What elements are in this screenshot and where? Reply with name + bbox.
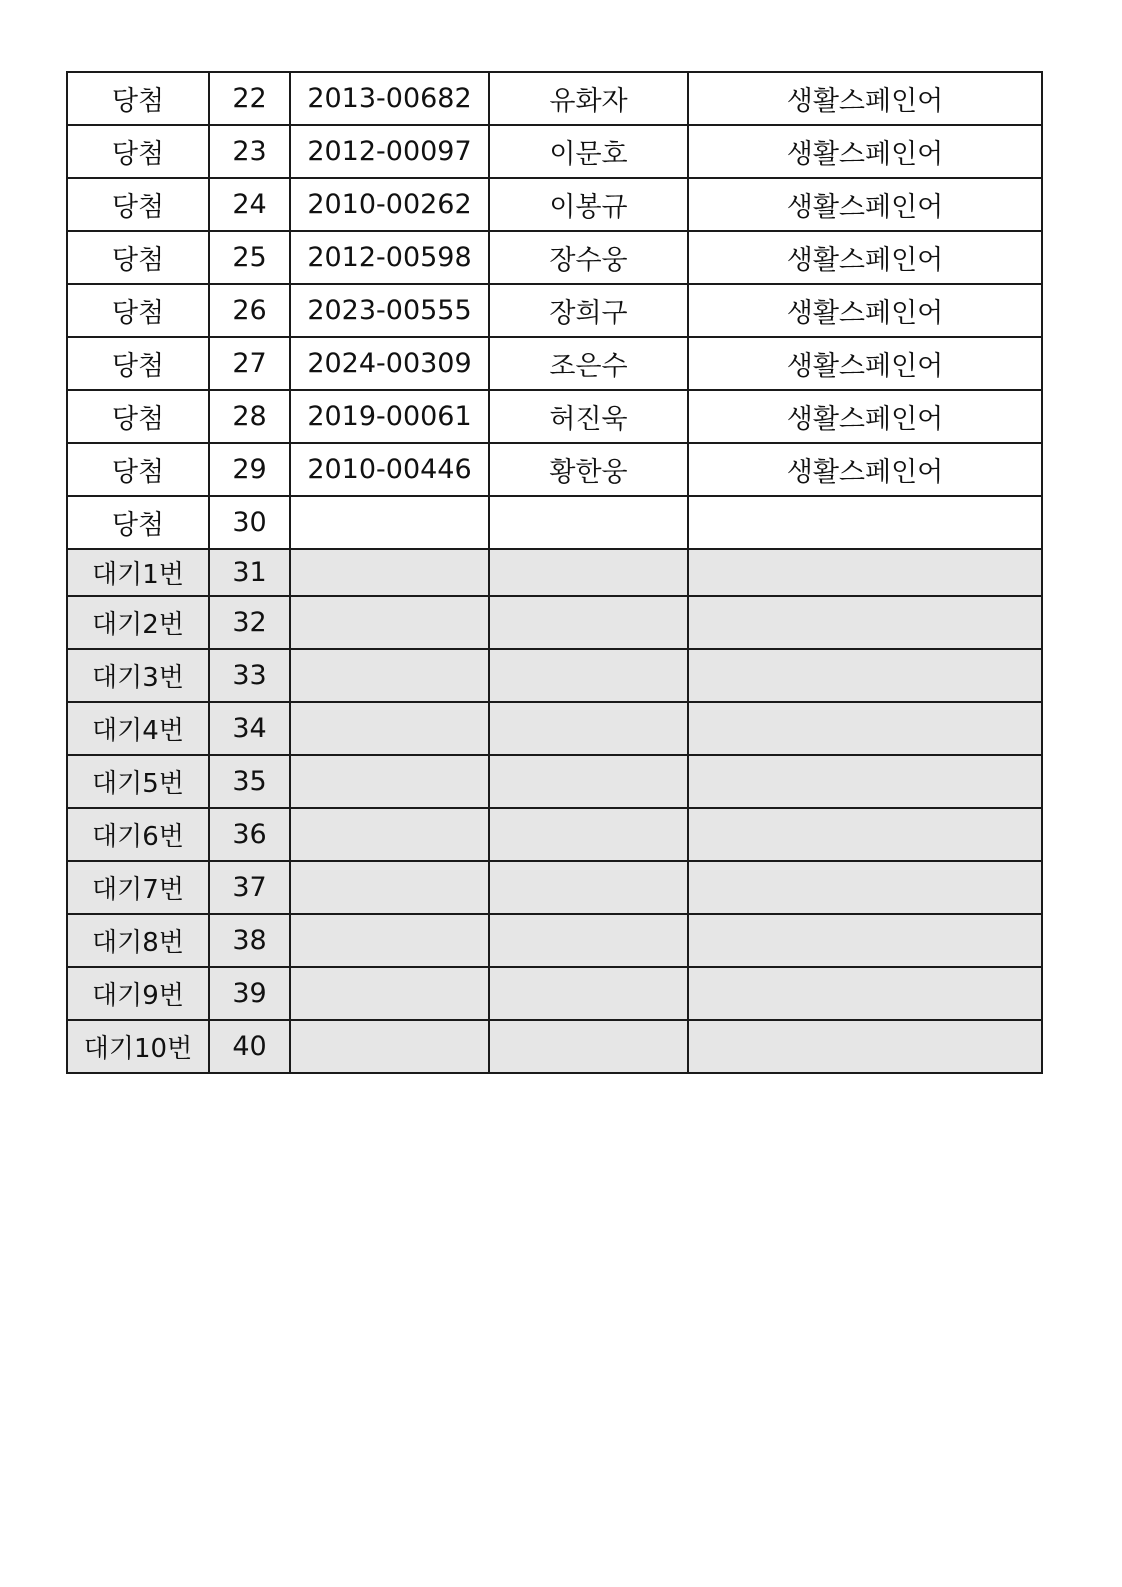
program-cell: 생활스페인어 [688, 284, 1042, 337]
table-row [67, 178, 1042, 231]
name-cell [489, 808, 688, 861]
registration-cell [290, 702, 489, 755]
status-cell: 당첨 [67, 390, 209, 443]
number-cell: 37 [209, 861, 290, 914]
program-cell: 생활스페인어 [688, 72, 1042, 125]
number-cell: 28 [209, 390, 290, 443]
waitlist-row [67, 702, 1042, 755]
program-cell [688, 496, 1042, 549]
table-row [67, 231, 1042, 284]
registration-cell: 2024-00309 [290, 337, 489, 390]
registration-cell [290, 861, 489, 914]
status-cell: 대기2번 [67, 596, 209, 649]
table-row [67, 72, 1042, 125]
number-cell: 33 [209, 649, 290, 702]
name-cell [489, 549, 688, 596]
name-cell [489, 755, 688, 808]
waitlist-row [67, 1020, 1042, 1073]
name-cell [489, 702, 688, 755]
program-cell: 생활스페인어 [688, 443, 1042, 496]
registration-cell: 2013-00682 [290, 72, 489, 125]
program-cell [688, 702, 1042, 755]
number-cell: 24 [209, 178, 290, 231]
program-cell: 생활스페인어 [688, 337, 1042, 390]
registration-cell: 2012-00598 [290, 231, 489, 284]
table-row [67, 443, 1042, 496]
registration-cell: 2010-00446 [290, 443, 489, 496]
name-cell: 황한웅 [489, 443, 688, 496]
table-row [67, 390, 1042, 443]
program-cell [688, 755, 1042, 808]
table-row [67, 125, 1042, 178]
program-cell [688, 967, 1042, 1020]
status-cell: 당첨 [67, 337, 209, 390]
status-cell: 대기6번 [67, 808, 209, 861]
registration-cell [290, 914, 489, 967]
name-cell [489, 596, 688, 649]
registration-cell: 2012-00097 [290, 125, 489, 178]
waitlist-row [67, 596, 1042, 649]
waitlist-row [67, 914, 1042, 967]
program-cell: 생활스페인어 [688, 231, 1042, 284]
name-cell [489, 967, 688, 1020]
status-cell: 당첨 [67, 284, 209, 337]
waitlist-row [67, 967, 1042, 1020]
name-cell: 장희구 [489, 284, 688, 337]
status-cell: 대기9번 [67, 967, 209, 1020]
name-cell [489, 914, 688, 967]
registration-cell [290, 755, 489, 808]
number-cell: 32 [209, 596, 290, 649]
waitlist-row [67, 861, 1042, 914]
program-cell: 생활스페인어 [688, 178, 1042, 231]
program-cell [688, 649, 1042, 702]
program-cell: 생활스페인어 [688, 390, 1042, 443]
status-cell: 대기7번 [67, 861, 209, 914]
number-cell: 26 [209, 284, 290, 337]
number-cell: 38 [209, 914, 290, 967]
program-cell [688, 861, 1042, 914]
registration-cell [290, 1020, 489, 1073]
status-cell: 대기8번 [67, 914, 209, 967]
number-cell: 27 [209, 337, 290, 390]
number-cell: 31 [209, 549, 290, 596]
number-cell: 40 [209, 1020, 290, 1073]
registration-cell [290, 549, 489, 596]
number-cell: 29 [209, 443, 290, 496]
number-cell: 36 [209, 808, 290, 861]
table-row [67, 337, 1042, 390]
status-cell: 대기3번 [67, 649, 209, 702]
program-cell [688, 914, 1042, 967]
status-cell: 대기5번 [67, 755, 209, 808]
name-cell [489, 496, 688, 549]
number-cell: 30 [209, 496, 290, 549]
program-cell [688, 549, 1042, 596]
name-cell [489, 1020, 688, 1073]
program-cell: 생활스페인어 [688, 125, 1042, 178]
status-cell: 대기1번 [67, 549, 209, 596]
number-cell: 34 [209, 702, 290, 755]
registration-cell [290, 596, 489, 649]
status-cell: 대기10번 [67, 1020, 209, 1073]
status-cell: 대기4번 [67, 702, 209, 755]
status-cell: 당첨 [67, 72, 209, 125]
number-cell: 22 [209, 72, 290, 125]
program-cell [688, 808, 1042, 861]
registration-cell [290, 967, 489, 1020]
program-cell [688, 1020, 1042, 1073]
name-cell: 이봉규 [489, 178, 688, 231]
number-cell: 25 [209, 231, 290, 284]
registration-cell: 2019-00061 [290, 390, 489, 443]
status-cell: 당첨 [67, 443, 209, 496]
number-cell: 23 [209, 125, 290, 178]
registration-cell: 2010-00262 [290, 178, 489, 231]
waitlist-row [67, 755, 1042, 808]
name-cell: 유화자 [489, 72, 688, 125]
name-cell [489, 649, 688, 702]
waitlist-row [67, 808, 1042, 861]
lottery-results-table [66, 71, 1043, 1074]
table-row [67, 284, 1042, 337]
registration-cell [290, 808, 489, 861]
number-cell: 39 [209, 967, 290, 1020]
status-cell: 당첨 [67, 496, 209, 549]
name-cell: 조은수 [489, 337, 688, 390]
name-cell: 허진욱 [489, 390, 688, 443]
status-cell: 당첨 [67, 231, 209, 284]
waitlist-row [67, 649, 1042, 702]
registration-cell: 2023-00555 [290, 284, 489, 337]
status-cell: 당첨 [67, 125, 209, 178]
waitlist-row [67, 549, 1042, 596]
program-cell [688, 596, 1042, 649]
name-cell [489, 861, 688, 914]
name-cell: 이문호 [489, 125, 688, 178]
table-row [67, 496, 1042, 549]
registration-cell [290, 649, 489, 702]
status-cell: 당첨 [67, 178, 209, 231]
number-cell: 35 [209, 755, 290, 808]
registration-cell [290, 496, 489, 549]
name-cell: 장수웅 [489, 231, 688, 284]
